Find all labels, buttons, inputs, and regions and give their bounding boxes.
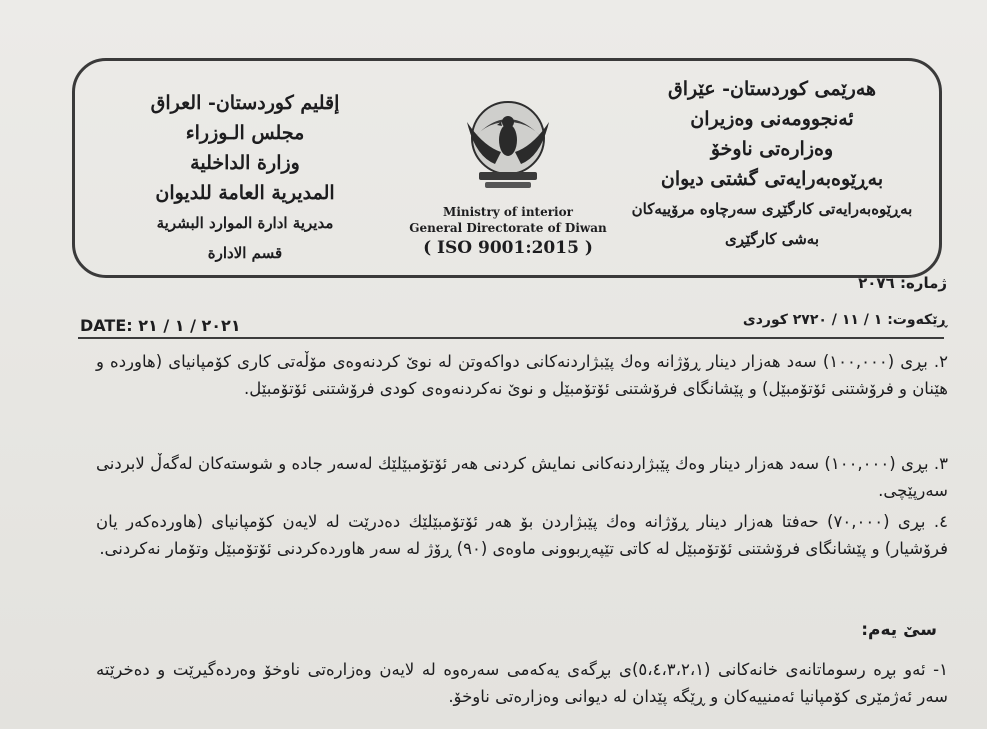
iso-certification: ( ISO 9001:2015 ) bbox=[423, 238, 593, 258]
paragraph-item-4: ٤. بڕی (٧٠,٠٠٠) حەفتا هەزار دینار ڕۆژانە وەك پێبژاردن بۆ هەر ئۆتۆمبێلێك دەدرێت لە لایەن کۆمپانیای (هاوردەکەر یان فرۆشیار) و پێشانگای فرۆشتنی ئۆتۆمبێل لە کاتی تێپەڕبوونی ماوەی (٩٠) ڕۆژ لە سەر هاوردەکردنی ئۆتۆمبێل وتۆمار نەکردنی. bbox=[96, 512, 949, 558]
arabic-council: مجلس الـوزراء bbox=[185, 122, 305, 144]
kurdish-ministry: وەزارەتی ناوخۆ bbox=[710, 138, 834, 160]
directorate-english: General Directorate of Diwan bbox=[409, 221, 607, 235]
kurdish-directorate: بەڕێوەبەرایەتی گشتی دیوان bbox=[660, 168, 884, 190]
kurdish-date: ڕێکەوت: ١ / ١١ / ٢٧٢٠ کوردی bbox=[742, 312, 947, 328]
date-value: ٢٠٢١ / ١ / ٢١ bbox=[138, 316, 241, 335]
arabic-region: إقليم كوردستان- العراق bbox=[150, 92, 340, 114]
kurdish-hr-directorate: بەڕێوەبەرایەتی کارگێڕی سەرچاوە مرۆییەکان bbox=[631, 200, 913, 218]
kurdish-council: ئەنجوومەنی وەزیران bbox=[690, 108, 854, 130]
section-heading: سێ یەم: bbox=[861, 620, 937, 640]
paragraph-section-3-item-1: ١- ئەو بڕە رسوماتانەی خانەکانی (٥،٤،٣،٢،١)ی بڕگەی یەکەمی سەرەوە لە لایەن وەزارەتی ناوخۆ وەردەگیرێت و دەخرێتە سەر ئەژمێری کۆمپانیا ئەمنییەکان و ڕێگە پێدان لە دیوانی وەزارەتی ناوخۆ. bbox=[96, 660, 948, 706]
paragraph-item-2: ٢. بڕی (١٠٠,٠٠٠) سەد هەزار دینار ڕۆژانە وەك پێبژاردنەکانی دواکەوتن لە نوێ کردنەوەی مۆڵەتی کاری کۆمپانیای (هاوردە و هێنان و فرۆشتنی ئۆتۆمبێل) و پێشانگای فرۆشتنی ئۆتۆمبێل و نوێ نەکردنەوەی کودی فرۆشتنی ئۆتۆمبێل. bbox=[96, 352, 948, 398]
ministry-english: Ministry of interior bbox=[443, 205, 573, 219]
kurdish-department: بەشی کارگێڕی bbox=[724, 230, 820, 248]
header-divider bbox=[78, 337, 944, 339]
paragraph-item-3: ٣. بڕی (١٠٠,٠٠٠) سەد هەزار دینار وەك پێبژاردنەکانی نمایش کردنی هەر ئۆتۆمبێلێك لەسەر جادە و شوستەکان لەگەڵ لابردنی سەرپێچی. bbox=[96, 454, 949, 500]
date-field bbox=[80, 316, 241, 335]
arabic-department: قسم الادارة bbox=[207, 244, 283, 262]
letterhead-arabic bbox=[100, 88, 390, 268]
letterhead-kurdish bbox=[622, 74, 922, 254]
reference-number: ژمارە: ٢٠٧٦ bbox=[858, 274, 947, 292]
letterhead-center bbox=[408, 92, 608, 258]
arabic-directorate: المديرية العامة للديوان bbox=[155, 182, 335, 204]
date-label: DATE: bbox=[80, 316, 133, 335]
eagle-emblem-icon bbox=[449, 92, 567, 204]
arabic-hr-directorate: مديرية ادارة الموارد البشرية bbox=[156, 214, 334, 232]
kurdish-region: هەرێمی کوردستان- عێراق bbox=[667, 78, 877, 100]
arabic-ministry: وزارة الداخلية bbox=[190, 152, 300, 174]
